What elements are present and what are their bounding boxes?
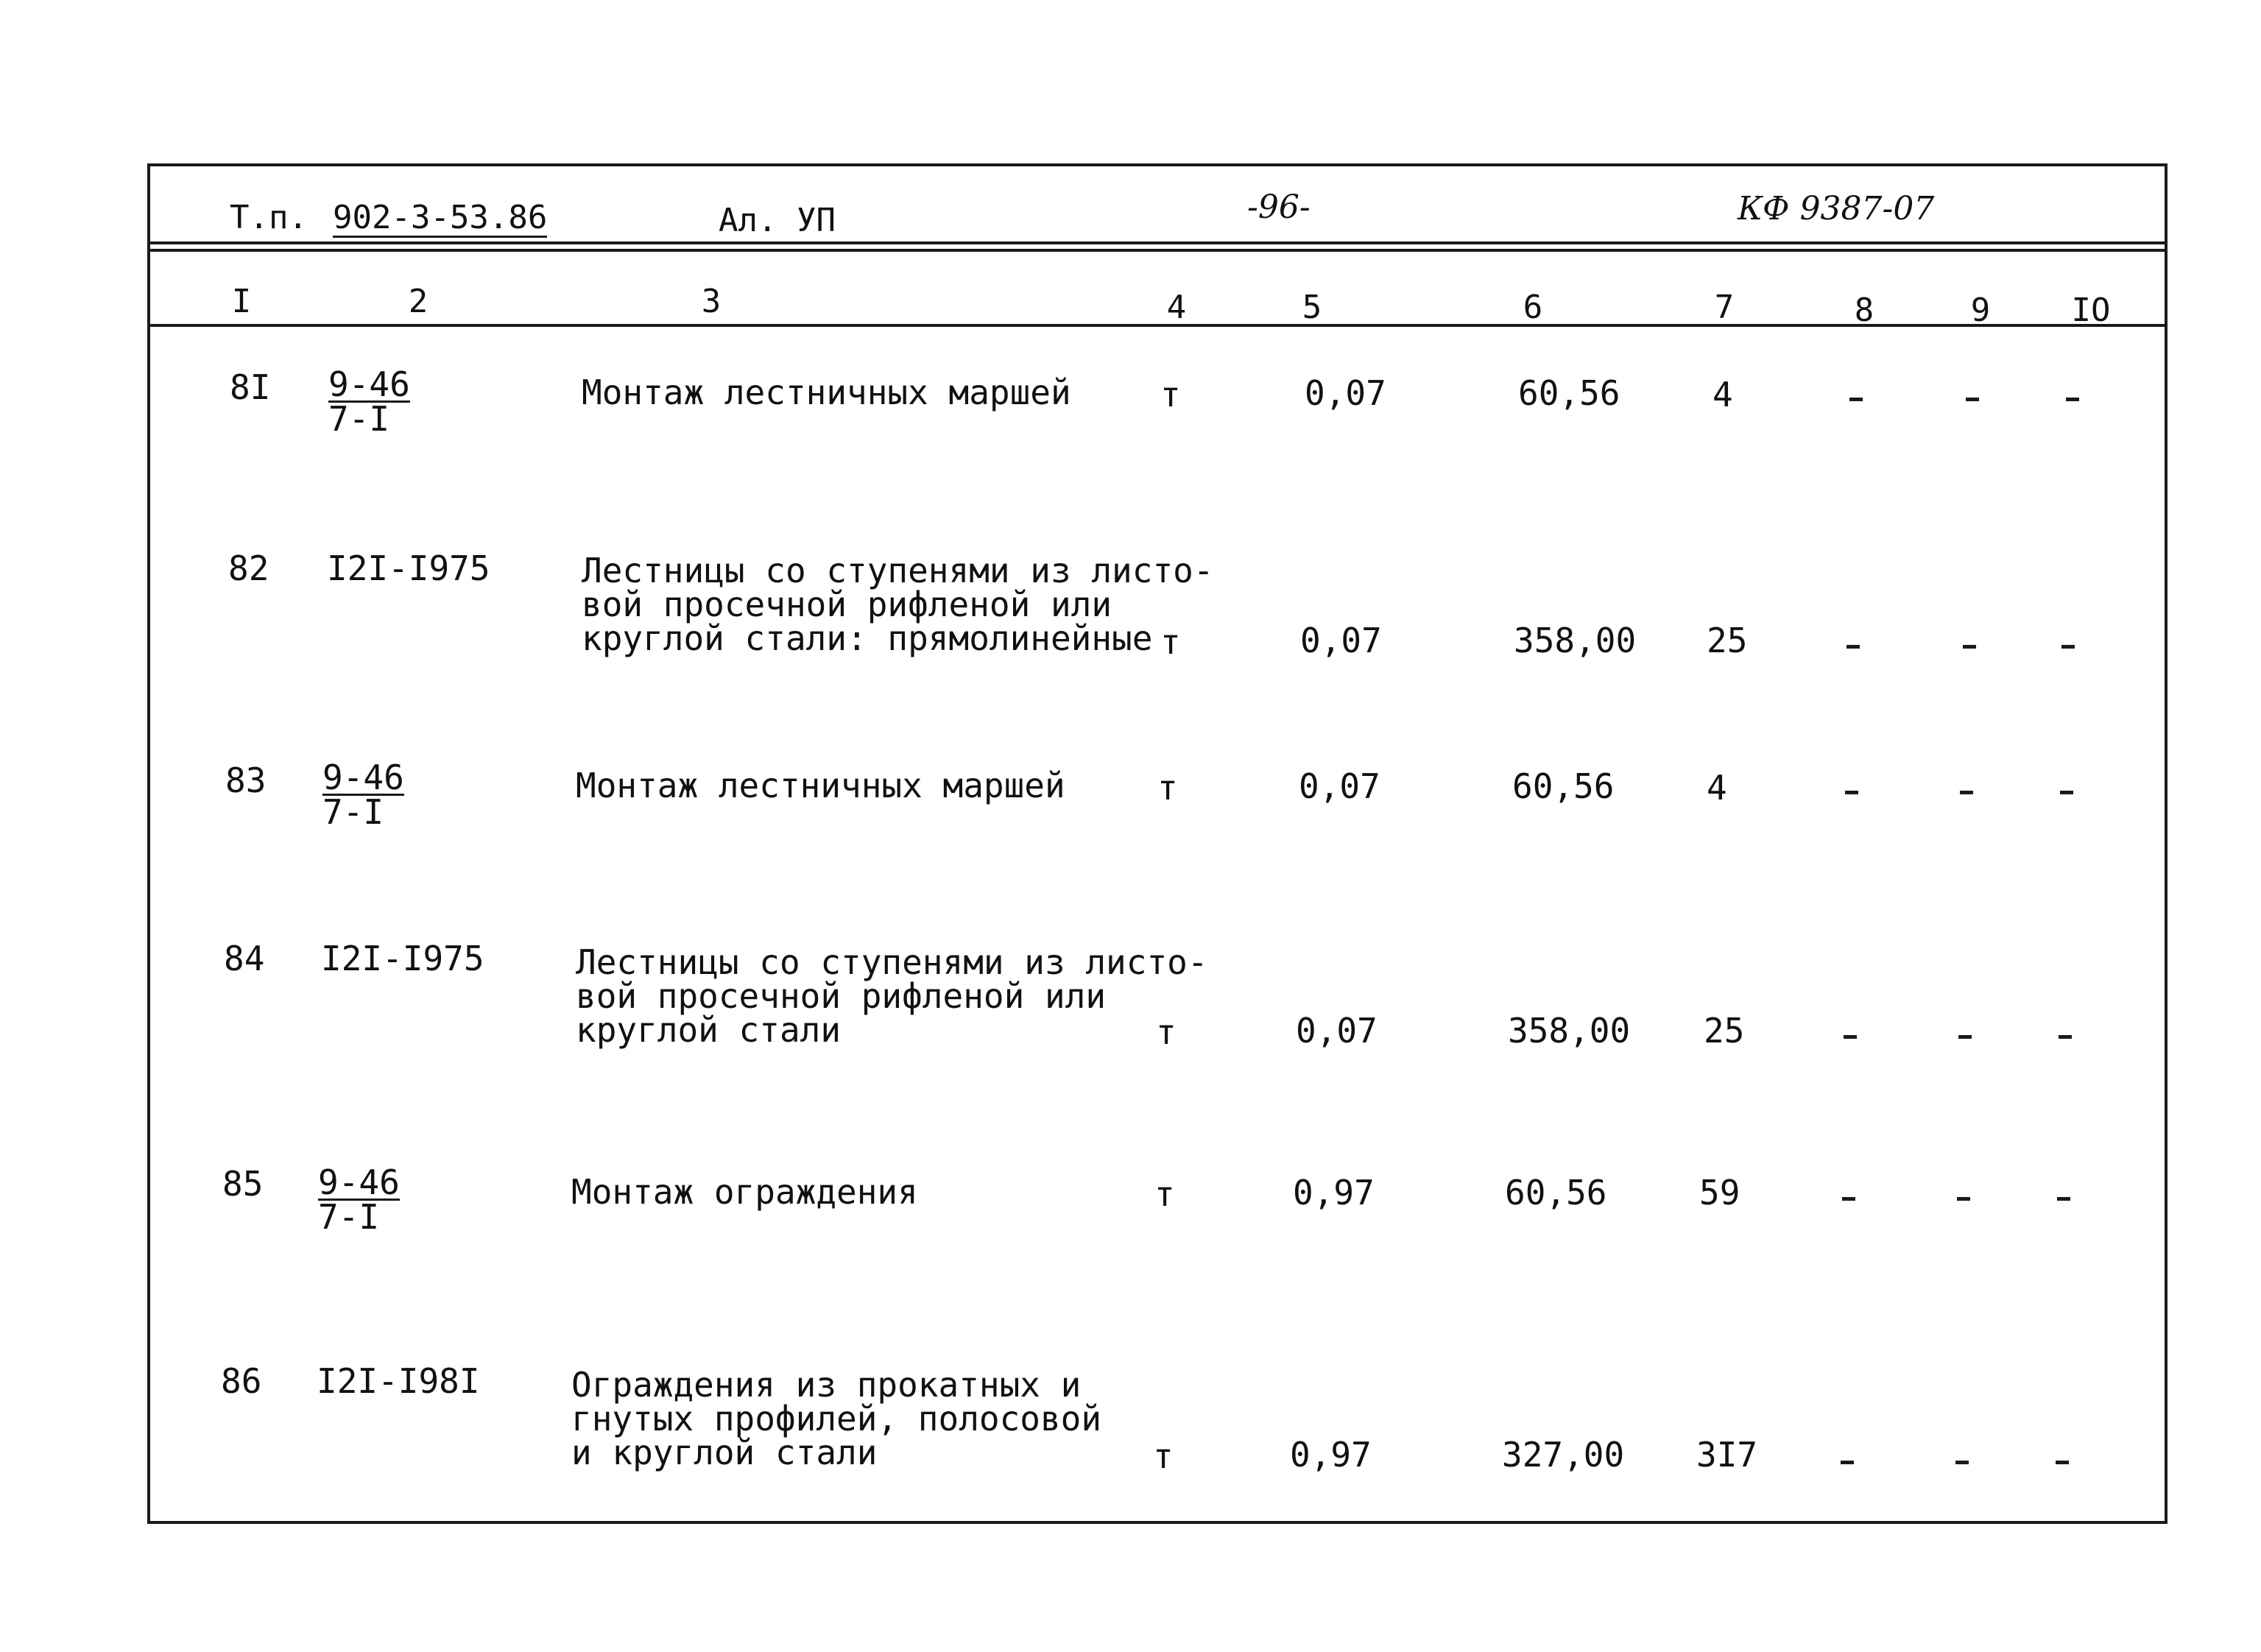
row-number: 8I: [230, 367, 271, 407]
header-rule-2: [147, 249, 2167, 252]
col-9-header: 9: [1970, 292, 1991, 329]
description-line: Монтаж лестничных маршей: [576, 766, 1065, 805]
row-total: 4: [1712, 375, 1733, 414]
row-unit: т: [1156, 1012, 1177, 1052]
col-4-header: 4: [1166, 289, 1187, 326]
row-col8-dash: [1849, 398, 1863, 401]
row-col10-dash: [2061, 645, 2075, 649]
row-col10-dash: [2066, 398, 2079, 401]
code-numerator: 9-46: [328, 364, 410, 404]
row-col8-dash: [1841, 1461, 1854, 1464]
row-col9-dash: [1958, 1035, 1972, 1039]
description-line: и круглой стали: [571, 1433, 878, 1472]
row-qty: 0,07: [1300, 621, 1382, 660]
col-7-header: 7: [1714, 289, 1735, 326]
description-line: Монтаж лестничных маршей: [582, 373, 1071, 412]
row-total: 25: [1704, 1011, 1745, 1051]
row-col9-dash: [1957, 1197, 1970, 1201]
row-price: 60,56: [1518, 373, 1620, 413]
row-col8-dash: [1842, 1197, 1855, 1201]
row-qty: 0,07: [1305, 373, 1386, 413]
page-number: -96-: [1247, 188, 1311, 226]
code-denominator: 7-I: [322, 792, 384, 832]
album-label: Ал. УП: [719, 202, 836, 239]
row-code: I2I-I975: [321, 939, 484, 978]
row-col8-dash: [1846, 645, 1860, 649]
project-label: Т.п.: [230, 199, 308, 236]
row-number: 86: [221, 1361, 262, 1401]
row-qty: 0,07: [1299, 766, 1380, 806]
row-col10-dash: [2059, 1035, 2072, 1039]
row-number: 82: [228, 548, 269, 588]
project-number: 902-3-53.86: [333, 199, 548, 236]
row-price: 60,56: [1512, 766, 1615, 806]
row-description: [582, 551, 1214, 658]
col-8-header: 8: [1854, 292, 1874, 329]
description-line: гнутых профилей, полосовой: [571, 1399, 1102, 1439]
row-col8-dash: [1844, 1035, 1857, 1039]
col-1-header: I: [231, 283, 252, 320]
row-code: I2I-I975: [327, 548, 490, 588]
row-col9-dash: [1966, 398, 1979, 401]
doc-code: КФ 9387-07: [1738, 190, 1935, 227]
row-price: 327,00: [1502, 1435, 1625, 1475]
row-qty: 0,97: [1290, 1435, 1372, 1475]
code-numerator: 9-46: [318, 1162, 400, 1202]
row-total: 3I7: [1696, 1435, 1758, 1475]
code-numerator: 9-46: [322, 758, 404, 797]
row-col9-dash: [1963, 645, 1976, 649]
row-unit: т: [1160, 375, 1181, 414]
row-description: [582, 373, 1071, 412]
description-line: круглой стали: [576, 1010, 842, 1050]
row-description: [576, 942, 1208, 1050]
row-col8-dash: [1845, 791, 1858, 794]
row-description: [576, 766, 1065, 805]
code-denominator: 7-I: [328, 399, 390, 439]
row-qty: 0,97: [1293, 1173, 1375, 1212]
row-unit: т: [1160, 622, 1181, 662]
row-code: I2I-I98I: [317, 1361, 480, 1401]
row-unit: т: [1154, 1174, 1175, 1214]
row-price: 60,56: [1505, 1173, 1607, 1212]
col-3-header: 3: [701, 283, 722, 320]
description-line: Лестницы со ступенями из листо-: [582, 551, 1214, 590]
col-2-header: 2: [408, 283, 428, 320]
row-total: 59: [1699, 1173, 1740, 1212]
row-number: 84: [224, 939, 265, 978]
description-line: Лестницы со ступенями из листо-: [576, 942, 1208, 982]
col-5-header: 5: [1302, 289, 1322, 326]
row-unit: т: [1157, 768, 1178, 808]
row-description: [571, 1365, 1102, 1472]
row-number: 83: [225, 760, 267, 800]
description-line: Ограждения из прокатных и: [571, 1365, 1082, 1405]
code-denominator: 7-I: [318, 1197, 380, 1237]
row-col10-dash: [2060, 791, 2073, 794]
row-code: [328, 364, 410, 439]
row-total: 25: [1707, 621, 1748, 660]
row-qty: 0,07: [1296, 1011, 1378, 1051]
row-total: 4: [1707, 768, 1727, 808]
row-col9-dash: [1955, 1461, 1969, 1464]
col-6-header: 6: [1523, 289, 1543, 326]
row-col10-dash: [2056, 1461, 2069, 1464]
description-line: вой просечной рифленой или: [582, 585, 1112, 624]
description-line: вой просечной рифленой или: [576, 976, 1107, 1016]
description-line: круглой стали: прямолинейные: [582, 618, 1153, 658]
row-code: [318, 1162, 400, 1237]
description-line: Монтаж ограждения: [571, 1172, 918, 1212]
row-price: 358,00: [1514, 621, 1637, 660]
row-col10-dash: [2057, 1197, 2070, 1201]
page-frame: [147, 163, 2167, 1524]
header-rule: [147, 241, 2167, 244]
row-unit: т: [1153, 1436, 1174, 1476]
row-description: [571, 1172, 918, 1212]
row-col9-dash: [1960, 791, 1973, 794]
col-10-header: IO: [2071, 292, 2111, 329]
row-price: 358,00: [1508, 1011, 1631, 1051]
row-code: [322, 758, 404, 832]
row-number: 85: [222, 1164, 264, 1204]
